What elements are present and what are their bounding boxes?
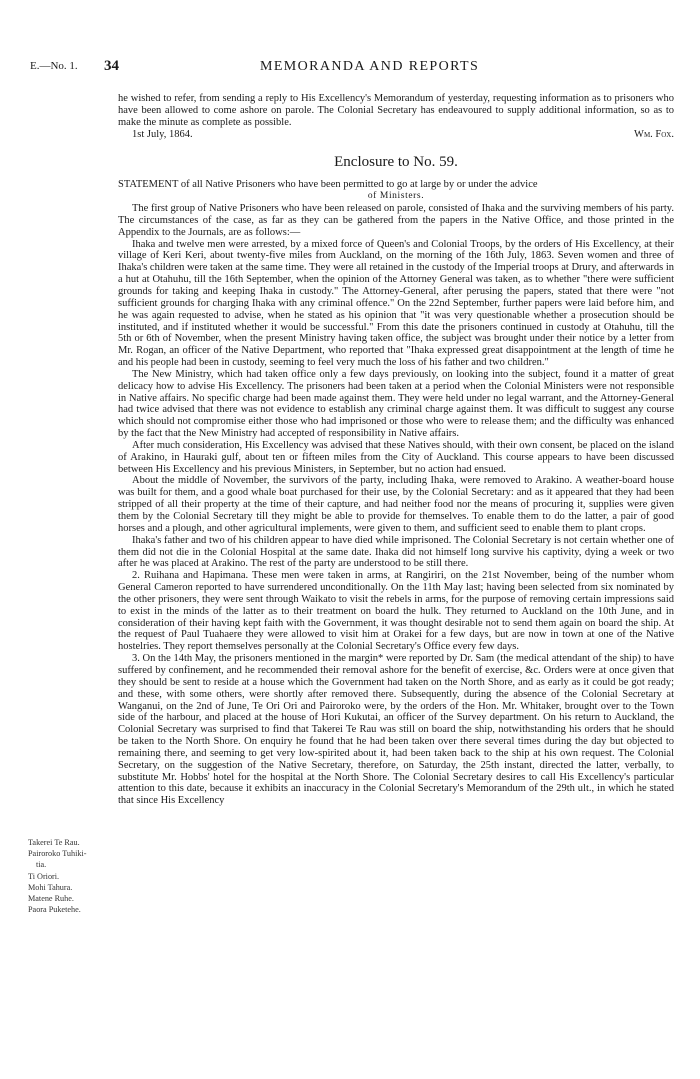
running-title: MEMORANDA AND REPORTS: [260, 59, 480, 74]
margin-name: Ti Oriori.: [28, 871, 60, 881]
paragraph: 2. Ruihana and Hapimana. These men were taken in arms, at Rangiriri, on the 21st November, being of the number whom General Cameron reported to have surrendered unconditionally. On the 11th May last; having been selected from six nominated by the other prisoners, they were sent through Waikato to visit the rebels in arms, for the purpose of removing certain impressions said to exist in the minds of the latter as to their treatment on board the hulk. They returned to Auckland on the 10th June, and in consideration of their having kept faith with the Government, it was thought desirable not to send them again on board the ship. At the request of Paul Tuahaere they were allowed to visit him at Orakei for a few days, but are now in town at one of the Native hostelries. They report themselves personally at the Colonial Secretary's Office every few days.: [118, 570, 674, 653]
enclosure-title: Enclosure to No. 59.: [334, 154, 458, 171]
letter-date: 1st July, 1864.: [132, 128, 193, 140]
paragraph: Ihaka and twelve men were arrested, by a mixed force of Queen's and Colonial Troops, by the orders of His Excellency, at their village of Keri Keri, about twenty-five miles from Auckland, on the morning of the 16th July, 1863. Seven women and three of Ihaka's children were taken at the same time. They were all retained in the custody of the Imperial troops at Drury, and afterwards in a hut at Otahuhu, till the 16th September, when the opinion of the Attorney General was taken, as to whether "there were sufficient grounds for taking and keeping Ihaka in custody." The Attorney-General, after perusing the papers, stated that there were "not sufficient grounds for charging Ihaka with any criminal offence." On the 22nd September, further papers were laid before him, and he was again requested to advise, when he stated as his opinion that "it was very questionable whether a prosecution should be instituted, and if instituted whether it would be successful." From this date the prisoners continued in custody at Otahuhu, till the 5th or 6th of November, when the present Ministry having taken office, the subject was brought under their notice by a letter from Mr. Rogan, an officer of the Native Department, who reported that "Ihaka expressed great disappointment at the length of time he and his people had been in custody, seeming to feel very much the loss of his father and two children.": [118, 238, 674, 369]
paragraph: The first group of Native Prisoners who have been released on parole, consisted of Ihaka and the surviving members of his party. The circumstances of the case, as far as they can be gathered from the papers in the Native Office, and those printed in the Appendix to the Journals, are as follows:—: [118, 203, 674, 238]
paragraph: Ihaka's father and two of his children appear to have died while imprisoned. The Colonial Secretary is not certain whether one of them did not die in the Colonial Hospital at the same date. Ihaka did not himself long survive his captivity, dying a week or two after he was placed at Arakino. The rest of the party are understood to be still there.: [118, 534, 674, 570]
margin-name: Mohi Tahura.: [28, 882, 73, 892]
margin-name: Paora Puketehe.: [28, 905, 81, 915]
page-number: 34: [104, 58, 119, 74]
margin-name: Matene Ruhe.: [28, 894, 74, 904]
document-body: [118, 93, 674, 807]
statement-heading: [118, 179, 674, 203]
intro-paragraph: he wished to refer, from sending a reply to His Excellency's Memorandum of yesterday, requesting information as to prisoners who have been allowed to come ashore on parole. The Colonial Secretary has endeavoured to supply additional information, so as to make the minute as complete as possible.: [118, 93, 674, 128]
document-reference: E.—No. 1.: [30, 60, 78, 72]
date-signature-line: [118, 129, 674, 141]
signature: Wm. Fox.: [634, 128, 674, 140]
statement-end: of Ministers.: [367, 191, 425, 202]
paragraph: About the middle of November, the survivors of the party, including Ihaka, were removed to Arakino. A weather-board house was built for them, and a good whale boat purchased for their use, by the Colonial Secretary: and as it appeared that they had been stripped of all their property at the time of their capture, and had neither food nor the means of procuring it, supplies were given them by the Colonial Secretary till they might be able to provide for themselves. To enable them to do the latter, a pair of good horses and a plough, and other agricultural implements, were given to them, and sufficient seed to enable them to plant crops.: [118, 475, 674, 534]
margin-notes: [28, 837, 114, 915]
paragraph: The New Ministry, which had taken office only a few days previously, on looking into the subject, found it a matter of great delicacy how to advise His Excellency. The prisoners had been taken at a period when the Colonial Ministers were not responsible in Native affairs. No specific charge had been made against them. They were held under no legal warrant, and the Attorney-General had twice advised that there was not evidence to establish any criminal charge against them. It was difficult to suggest any course which should not compromise either those who had imprisoned or those who were to release them; and the difficulty was enhanced by the fact that the New Ministry had accepted of responsibility in Native affairs.: [118, 368, 674, 440]
margin-name: Pairoroko Tuhiki-: [28, 849, 87, 859]
paragraph: 3. On the 14th May, the prisoners mentioned in the margin* were reported by Dr. Sam (the medical attendant of the ship) to have suffered by confinement, and he recommended their removal ashore for the benefit of exercise, &c. Orders were at once given that they should be sent to reside at a house which the Government had taken on the North Shore, and as early as it could be got ready; and these, with some others, were shortly after removed there. Subsequently, during the absence of the Colonial Secretary at Wanganui, on the 2nd of June, Te Ori Ori and Pairoroko were, by the orders of the Hon. Mr. Whitaker, brought over to the Town side of the harbour, and placed at the house of Hori Kukutai, an officer of the Survey department. On his return to Auckland, the Colonial Secretary was surprised to find that Takerei Te Rau was still on board the ship, notwithstanding his orders that he should be taken to the North Shore. On enquiry he found that he had been taken over there several times during the day but objected to remaining there, and seeming to get very low-spirited about it, had been taken back to the ship at his own request. The Colonial Secretary, on the suggestion of the Native Secretary, therefore, on Saturday, the 25th instant, directed the latter, verbally, to substitute Mr. Hobbs' hotel for the hospital at the North Shore. The Colonial Secretary desires to call His Excellency's particular attention to this date, because it exhibits an inaccuracy in the Colonial Secretary's Memorandum of the 29th ult., in which he stated that since His Excellency: [118, 653, 674, 807]
statement-text: STATEMENT of all Native Prisoners who have been permitted to go at large by or under the advice: [118, 179, 538, 191]
paragraph: After much consideration, His Excellency was advised that these Natives should, with their own consent, be placed on the island of Arakino, in Hauraki gulf, about ten or fifteen miles from the City of Auckland. This course appears to have been discussed between His Excellency and his previous Ministers, in September, but no action had ensued.: [118, 439, 674, 475]
margin-name: tia.: [36, 860, 47, 870]
page-header: [30, 58, 674, 78]
margin-name: Takerei Te Rau.: [28, 838, 80, 847]
